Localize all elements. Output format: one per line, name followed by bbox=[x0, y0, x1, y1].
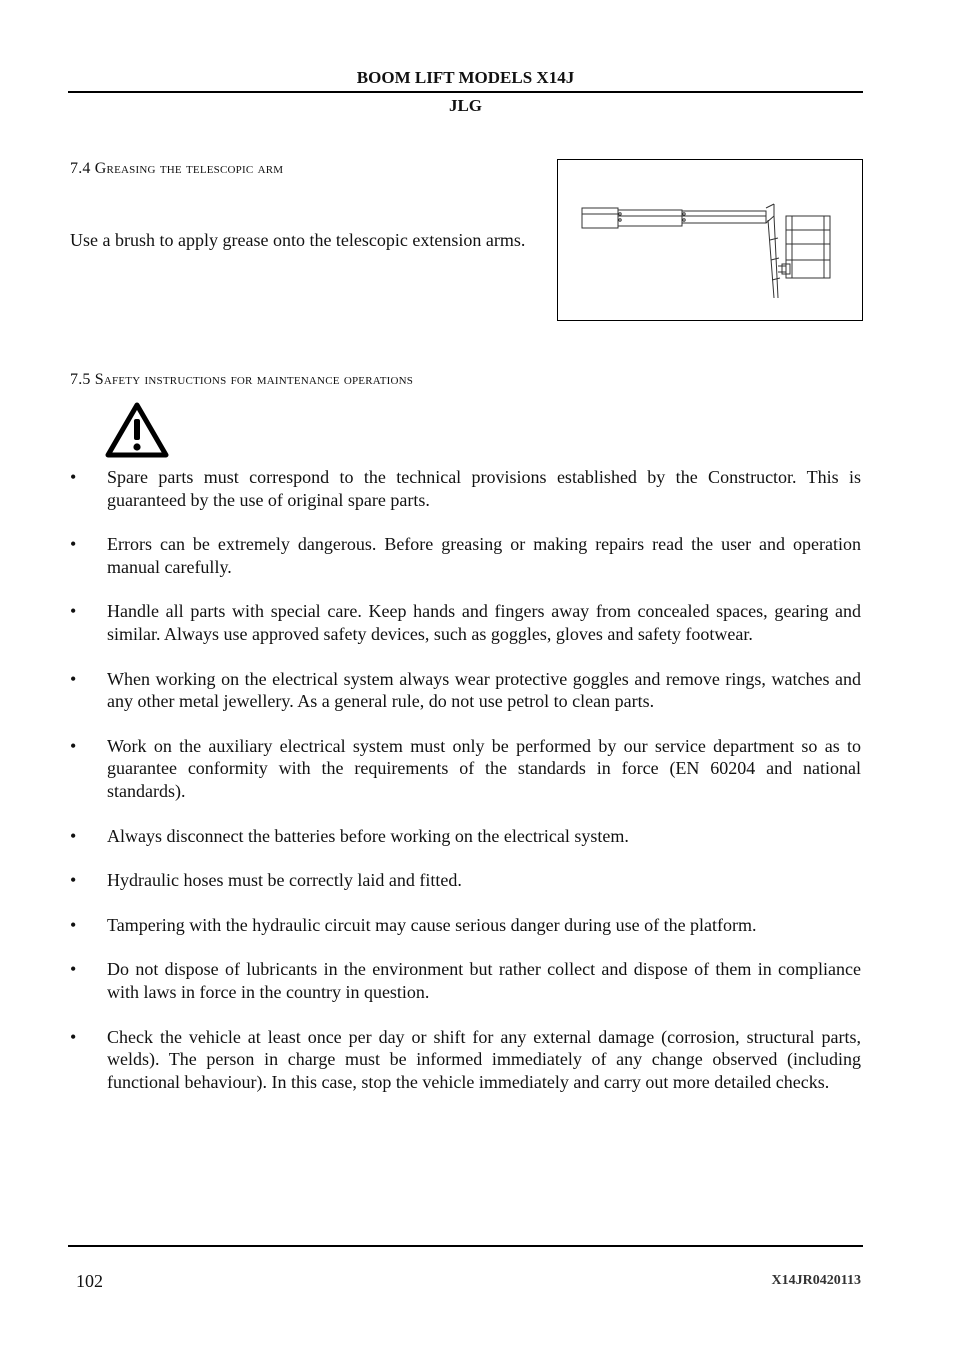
list-item: • Always disconnect the batteries before working on the electrical system. bbox=[70, 825, 629, 846]
list-item: • When working on the electrical system always wear protective goggles and remove rings, watches and any other metal jewellery. As a general rule, do not use petrol to clean parts. bbox=[70, 668, 861, 712]
list-item: • Do not dispose of lubricants in the environment but rather collect and dispose of them in compliance with laws in force in the country in question. bbox=[70, 959, 861, 1002]
section-title-safety: 7.5 Safety instructions for maintenance operations bbox=[70, 371, 414, 388]
page-number: 102 bbox=[76, 1271, 103, 1291]
telescopic-arm-figure bbox=[557, 159, 863, 321]
section-title-greasing: 7.4 Greasing the telescopic arm bbox=[70, 160, 284, 177]
list-item: • Errors can be extremely dangerous. Before greasing or making repairs read the user and operation manual carefully. bbox=[70, 534, 861, 577]
header-divider bbox=[68, 91, 863, 93]
list-item: • Work on the auxiliary electrical system must only be performed by our service department so as to guarantee conformity with the requirements of the standards in force (EN 60204 and national standards). bbox=[70, 735, 861, 801]
list-item: • Handle all parts with special care. Keep hands and fingers away from concealed spaces, gearing and similar. Always use approved safety devices, such as goggles, gloves and safety footwear. bbox=[70, 601, 861, 644]
safety-bullet-list bbox=[70, 466, 861, 1115]
footer-divider bbox=[68, 1245, 863, 1247]
warning-triangle-icon bbox=[105, 402, 169, 458]
list-item: • Spare parts must correspond to the technical provisions established by the Constructor. This is guaranteed by the use of original spare parts. bbox=[70, 467, 861, 510]
header-title: BOOM LIFT MODELS X14J bbox=[356, 68, 575, 87]
list-item: • Check the vehicle at least once per day or shift for any external damage (corrosion, structural parts, welds). The person in charge must be informed immediately of any change observed (including functional behaviour). In this case, stop the vehicle immediately and carry out more detailed checks. bbox=[70, 1026, 861, 1092]
greasing-instructions: Use a brush to apply grease onto the telescopic extension arms. bbox=[70, 230, 526, 250]
header-brand: JLG bbox=[448, 96, 483, 115]
list-item: • Hydraulic hoses must be correctly laid and fitted. bbox=[70, 870, 462, 891]
list-item: • Tampering with the hydraulic circuit may cause serious danger during use of the platform. bbox=[70, 914, 757, 935]
document-code: X14JR0420113 bbox=[771, 1273, 861, 1288]
telescopic-boom-arm-illustration bbox=[558, 160, 862, 320]
